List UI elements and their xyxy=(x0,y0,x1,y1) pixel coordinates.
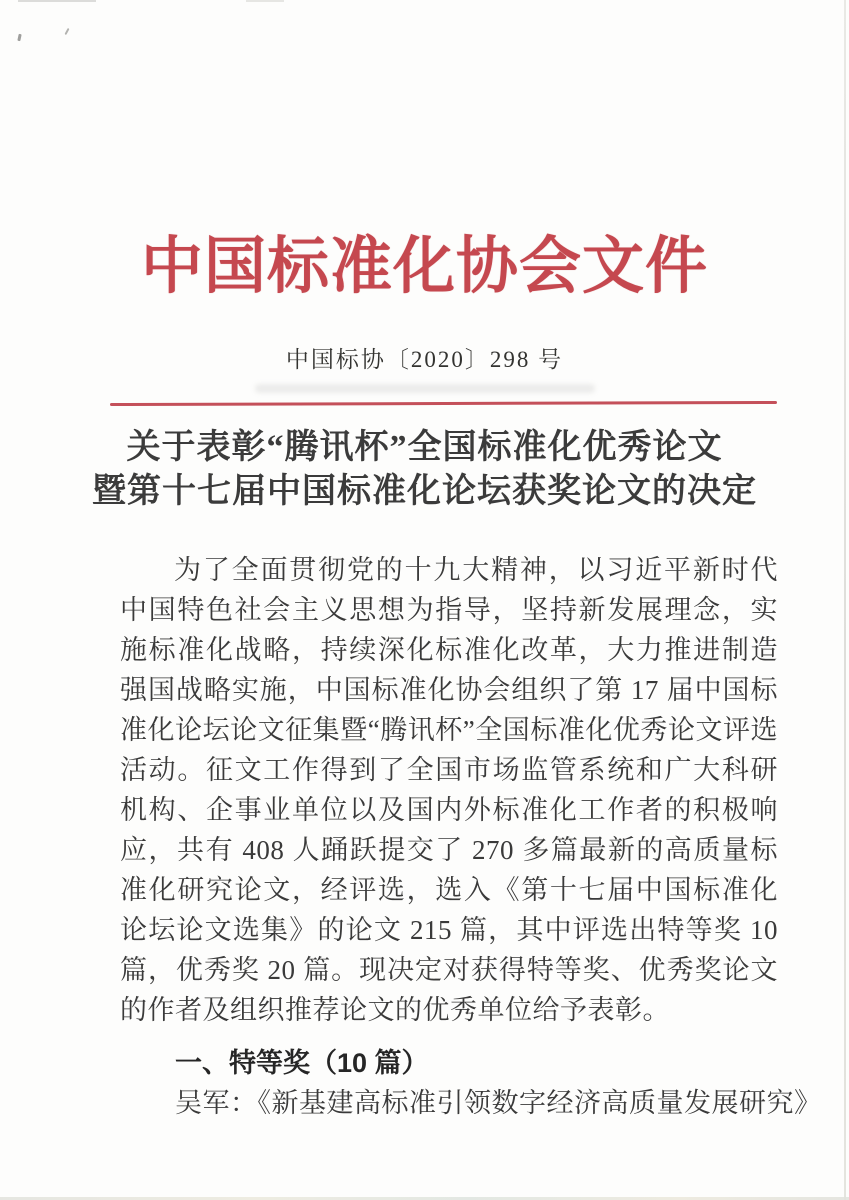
red-divider-line xyxy=(110,401,777,406)
section-heading-special-award: 一、特等奖（10 篇） xyxy=(175,1048,429,1078)
letterhead-title: 中国标准化协会文件 xyxy=(140,233,708,301)
page-right-edge xyxy=(844,0,846,1200)
scan-speck-artifact xyxy=(64,28,69,35)
scan-smudge-artifact xyxy=(255,384,595,393)
body-paragraph: 为了全面贯彻党的十九大精神，以习近平新时代中国特色社会主义思想为指导，坚持新发展理念，实施标准化战略，持续深化标准化改革，大力推进制造强国战略实施，中国标准化协会组织了第 17 届中国标准化论坛论文征集暨“腾讯杯”全国标准化优秀论文评选活动。征文工作得到了全国市场监管系统和广大科研机构、企事业单位以及国内外标准化工作者的积极响应，共有 408 人踊跃提交了 270 多篇最新的高质量标准化研究论文，经评选，选入《第十七届中国标准化论坛论文选集》的论文 215 篇，其中评选出特等奖 10 篇，优秀奖 20 篇。现决定对获得特等奖、优秀奖论文的作者及组织推荐论文的优秀单位给予表彰。 xyxy=(120,555,778,1025)
document-body xyxy=(120,550,822,1123)
award-list-item: 吴军：《新基建高标准引领数字经济高质量发展研究》 xyxy=(175,1088,822,1118)
document-title-line1: 关于表彰“腾讯杯”全国标准化优秀论文 xyxy=(126,429,723,466)
document-title xyxy=(0,426,849,514)
scan-edge-artifact xyxy=(18,0,96,2)
scan-edge-artifact xyxy=(246,0,284,2)
scan-speck-artifact xyxy=(17,34,21,41)
document-number: 中国标协〔2020〕298 号 xyxy=(285,347,564,372)
document-title-line2: 暨第十七届中国标准化论坛获奖论文的决定 xyxy=(92,473,757,510)
